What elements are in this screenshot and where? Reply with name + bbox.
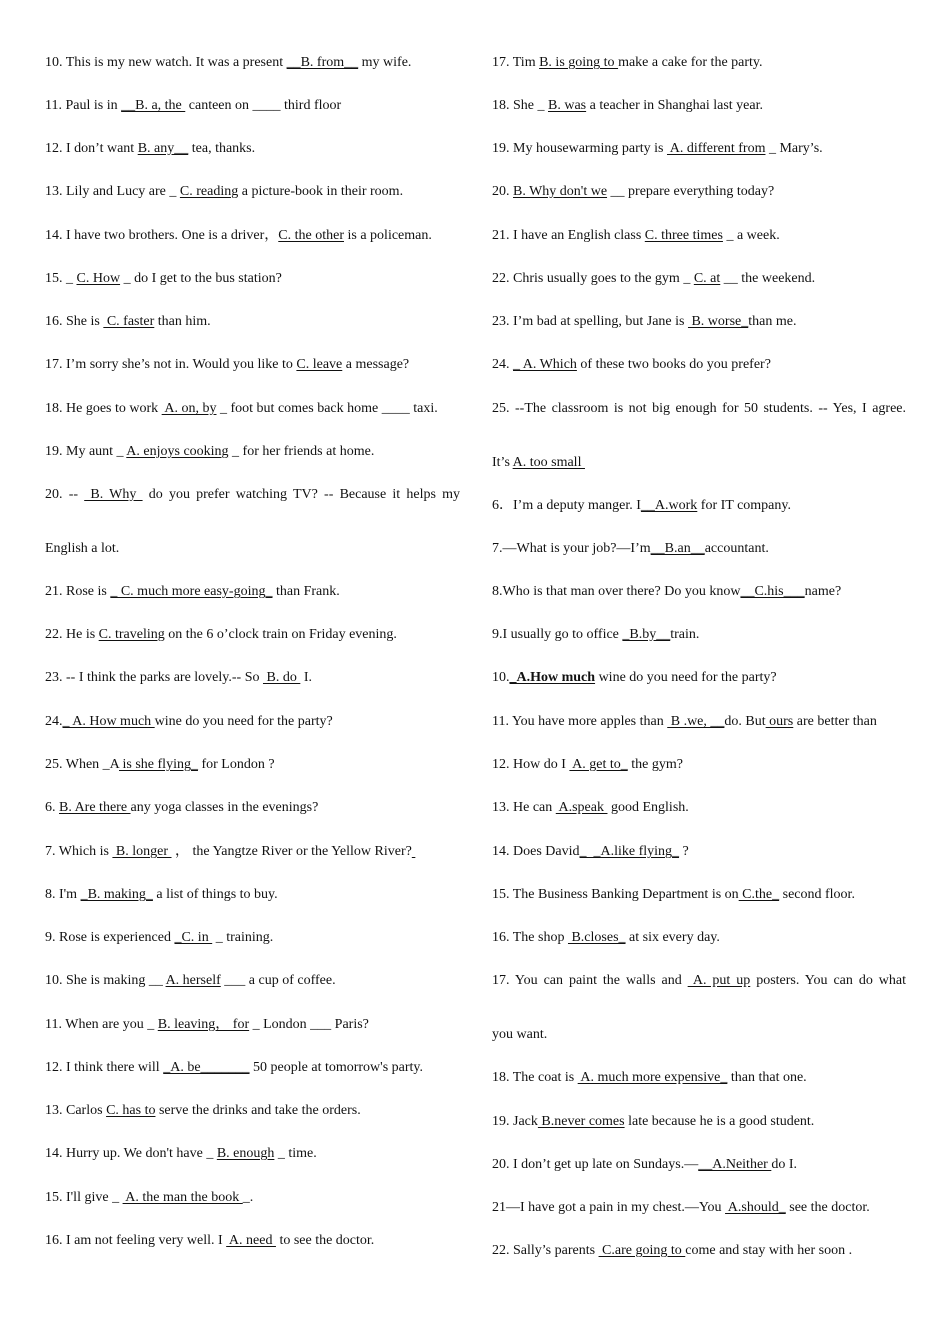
answer-blank: __A.Neither: [698, 1157, 772, 1172]
question-text: 7. Which is: [45, 844, 113, 859]
answer-blank: _ C. much more easy-going_: [110, 584, 273, 599]
answer-blank: B. Why don't we: [513, 184, 608, 199]
question-line: [45, 1103, 460, 1119]
answer-blank: A.speak: [555, 800, 608, 815]
answer-blank: ours: [765, 714, 794, 729]
question-text: 9.I usually go to office: [492, 627, 623, 642]
question-text: than Frank.: [272, 584, 340, 599]
question-line: [492, 141, 906, 157]
question-text: 11. You have more apples than: [492, 714, 668, 729]
answer-blank: [412, 844, 416, 859]
question-line: [492, 55, 906, 71]
question-line: [45, 55, 460, 71]
question-text: 25. When _A: [45, 757, 120, 772]
question-text: 18. He goes to work: [45, 401, 162, 416]
question-text: serve the drinks and take the orders.: [155, 1103, 361, 1118]
answer-blank: B .we, __: [667, 714, 725, 729]
answer-blank: B. do: [262, 670, 301, 685]
question-line: [45, 844, 460, 860]
question-line: [492, 844, 906, 860]
answer-blank: __B.an__: [650, 541, 705, 556]
question-line: [45, 1017, 460, 1033]
question-text: 22. Chris usually goes to the gym _: [492, 271, 694, 286]
question-line: [45, 714, 460, 730]
question-text: 16. The shop: [492, 930, 568, 945]
question-text: __ prepare everything today?: [607, 184, 775, 199]
question-line: [45, 627, 460, 643]
question-text: 6．I’m a deputy manger. I: [492, 498, 641, 513]
question-text: 20. I don’t get up late on Sundays.—: [492, 1157, 699, 1172]
question-line: [492, 271, 906, 287]
question-text: 13. Carlos: [45, 1103, 107, 1118]
question-text: is a policeman.: [344, 228, 432, 243]
answer-blank: B. is going to: [539, 55, 619, 70]
answer-blank: C. has to: [106, 1103, 156, 1118]
question-line: [45, 141, 460, 157]
question-text: 17. You can paint the walls and: [492, 973, 688, 988]
answer-blank: A. on, by: [161, 401, 217, 416]
question-text: 10.: [492, 670, 510, 685]
question-text: 19. My aunt _: [45, 444, 127, 459]
answer-blank: C. at: [693, 271, 721, 286]
question-text: 13. He can: [492, 800, 556, 815]
answer-blank: _ _A.like flying_: [579, 844, 680, 859]
question-text: than him.: [154, 314, 211, 329]
question-text: of these two books do you prefer?: [576, 357, 771, 372]
question-text: 20. --: [45, 487, 85, 502]
answer-blank: A.should_: [725, 1200, 786, 1215]
question-text: 24.: [492, 357, 513, 372]
question-line: [492, 584, 906, 600]
question-line: [492, 1200, 906, 1216]
answer-blank: _B. making_: [80, 887, 153, 902]
question-line: [45, 357, 460, 373]
question-text: 12. I don’t want: [45, 141, 138, 156]
answer-blank: is she flying_: [119, 757, 198, 772]
question-text: 19. My housewarming party is: [492, 141, 667, 156]
question-text: ， the Yangtze River or the Yellow River?: [171, 844, 412, 859]
question-text: 50 people at tomorrow's party.: [249, 1060, 423, 1075]
question-text: 11. Paul is in: [45, 98, 122, 113]
question-line: [492, 1114, 906, 1130]
question-text: 9. Rose is experienced: [45, 930, 175, 945]
answer-blank: C. three times: [644, 228, 723, 243]
question-text: 8.Who is that man over there? Do you know: [492, 584, 741, 599]
answer-blank: B. enough: [216, 1146, 275, 1161]
question-text: _ London ___ Paris?: [249, 1017, 369, 1032]
question-text: __ the weekend.: [720, 271, 816, 286]
question-text: 6.: [45, 800, 59, 815]
question-text: are better than: [793, 714, 877, 729]
question-text: _ do I get to the bus station?: [120, 271, 282, 286]
question-text: than that one.: [727, 1070, 807, 1085]
answer-blank: B. longer: [112, 844, 172, 859]
question-text: 18. The coat is: [492, 1070, 578, 1085]
question-line: [492, 670, 906, 686]
question-text: for IT company.: [697, 498, 791, 513]
answer-blank: A. need: [226, 1233, 276, 1248]
question-line: [492, 757, 906, 773]
answer-blank: __B. a, the: [121, 98, 186, 113]
question-text: 14. I have two brothers. One is a driver，: [45, 228, 279, 243]
question-text: 10. She is making __: [45, 973, 166, 988]
question-text: do I.: [771, 1157, 797, 1172]
question-line: [45, 584, 460, 600]
question-line: [45, 401, 460, 417]
question-text: a list of things to buy.: [152, 887, 278, 902]
answer-blank: B.never comes: [537, 1114, 625, 1129]
question-text: do. But: [724, 714, 766, 729]
answer-blank: A. the man the book: [122, 1190, 243, 1205]
answer-blank: A. different from: [666, 141, 766, 156]
question-text: make a cake for the party.: [618, 55, 763, 70]
question-line: [492, 228, 906, 244]
question-line: [45, 757, 460, 773]
question-text: _ for her friends at home.: [228, 444, 375, 459]
question-text: 17. I’m sorry she’s not in. Would you like to: [45, 357, 297, 372]
question-text: 21. Rose is: [45, 584, 111, 599]
question-text: 15. _: [45, 271, 77, 286]
question-text: wine do you need for the party?: [595, 670, 777, 685]
question-line: [492, 1070, 906, 1086]
question-text: 12. I think there will: [45, 1060, 164, 1075]
question-text: good English.: [607, 800, 689, 815]
question-text: come and stay with her soon .: [685, 1243, 853, 1258]
question-line: [45, 184, 460, 200]
question-line: [45, 887, 460, 903]
question-line: [492, 401, 906, 417]
question-line: [492, 1157, 906, 1173]
question-text: a message?: [342, 357, 410, 372]
question-text: 16. I am not feeling very well. I: [45, 1233, 227, 1248]
question-line: [45, 973, 460, 989]
answer-blank: C. faster: [103, 314, 155, 329]
question-text: 23. -- I think the parks are lovely.-- So: [45, 670, 263, 685]
answer-blank: A. herself: [165, 973, 221, 988]
question-text: to see the doctor.: [275, 1233, 375, 1248]
question-line: [45, 98, 460, 114]
question-text: 14. Hurry up. We don't have _: [45, 1146, 217, 1161]
question-line: [45, 1233, 460, 1249]
question-text: _ a week.: [722, 228, 780, 243]
answer-blank: _A.How much: [509, 670, 596, 685]
question-text: _ training.: [212, 930, 274, 945]
question-text: ___ a cup of coffee.: [220, 973, 336, 988]
answer-blank: _A. be_______: [163, 1060, 250, 1075]
question-line: [45, 444, 460, 460]
question-line: [45, 1190, 460, 1206]
question-text: any yoga classes in the evenings?: [130, 800, 319, 815]
question-text: accountant.: [704, 541, 769, 556]
question-text: 13. Lily and Lucy are _: [45, 184, 180, 199]
question-text: 17. Tim: [492, 55, 540, 70]
question-text: 24.: [45, 714, 63, 729]
answer-blank: _ A. Which: [513, 357, 577, 372]
answer-blank: C. reading: [179, 184, 239, 199]
question-text: 10. This is my new watch. It was a present: [45, 55, 287, 70]
question-text: 19. Jack: [492, 1114, 538, 1129]
question-line: [45, 670, 460, 686]
question-text: _ time.: [274, 1146, 317, 1161]
question-text: English a lot.: [45, 541, 120, 556]
question-text: 23. I’m bad at spelling, but Jane is: [492, 314, 688, 329]
answer-blank: __C.his___: [740, 584, 805, 599]
question-text: train.: [670, 627, 700, 642]
question-text: the gym?: [627, 757, 683, 772]
answer-blank: C.are going to: [598, 1243, 686, 1258]
answer-blank: B. Are there: [59, 800, 131, 815]
question-line: [45, 487, 460, 503]
question-line: [492, 98, 906, 114]
question-text: 15. I'll give _: [45, 1190, 123, 1205]
answer-blank: A. too small: [512, 455, 585, 470]
question-line: [45, 1146, 460, 1162]
question-text: on the 6 o’clock train on Friday evening.: [164, 627, 397, 642]
question-text: do you prefer watching TV? -- Because it helps my: [142, 487, 460, 502]
question-text: see the doctor.: [785, 1200, 870, 1215]
answer-blank: C. the other: [278, 228, 344, 243]
question-line: [45, 930, 460, 946]
question-text: 20.: [492, 184, 513, 199]
question-text: 18. She _: [492, 98, 548, 113]
question-text: 14. Does David: [492, 844, 580, 859]
question-continuation: [492, 455, 906, 471]
question-text: you want.: [492, 1027, 548, 1042]
question-text: 16. She is: [45, 314, 104, 329]
question-text: canteen on ____ third floor: [185, 98, 342, 113]
answer-blank: C.the_: [738, 887, 780, 902]
question-line: [492, 1243, 906, 1259]
question-line: [45, 314, 460, 330]
question-text: ?: [679, 844, 689, 859]
answer-blank: B. was: [548, 98, 587, 113]
question-text: name?: [804, 584, 842, 599]
question-text: _ foot but comes back home ____ taxi.: [216, 401, 438, 416]
answer-blank: B. leaving， for: [157, 1017, 250, 1032]
answer-blank: B. any__: [137, 141, 189, 156]
question-text: 12. How do I: [492, 757, 570, 772]
answer-blank: C. How: [76, 271, 121, 286]
question-text: wine do you need for the party?: [154, 714, 333, 729]
question-line: [492, 184, 906, 200]
question-text: tea, thanks.: [188, 141, 256, 156]
question-text: a picture-book in their room.: [238, 184, 404, 199]
question-text: 22. He is: [45, 627, 99, 642]
question-text: at six every day.: [625, 930, 720, 945]
answer-blank: __B. from__: [286, 55, 359, 70]
question-line: [492, 498, 906, 514]
answer-blank: _C. in: [174, 930, 213, 945]
answer-blank: B. worse_: [687, 314, 749, 329]
answer-blank: B.closes_: [567, 930, 626, 945]
question-continuation: [492, 1027, 906, 1043]
question-line: [492, 973, 906, 989]
question-text: It’s: [492, 455, 513, 470]
question-line: [492, 541, 906, 557]
answer-blank: C. traveling: [98, 627, 165, 642]
question-text: _ Mary’s.: [765, 141, 823, 156]
question-text: _.: [242, 1190, 254, 1205]
question-text: late because he is a good student.: [624, 1114, 815, 1129]
question-line: [492, 357, 906, 373]
question-text: my wife.: [358, 55, 412, 70]
question-text: for London ?: [197, 757, 275, 772]
answer-blank: __A.work: [640, 498, 698, 513]
question-line: [45, 800, 460, 816]
question-line: [492, 627, 906, 643]
answer-blank: _B.by__: [622, 627, 671, 642]
answer-blank: A. much more expensive_: [577, 1070, 728, 1085]
question-line: [45, 271, 460, 287]
question-text: 21. I have an English class: [492, 228, 645, 243]
question-text: 22. Sally’s parents: [492, 1243, 599, 1258]
answer-blank: _ A. How much: [62, 714, 155, 729]
question-text: 8. I'm: [45, 887, 81, 902]
question-line: [492, 887, 906, 903]
question-text: 15. The Business Banking Department is on: [492, 887, 739, 902]
answer-blank: A. put up: [687, 973, 751, 988]
question-line: [492, 930, 906, 946]
answer-blank: A. get to_: [569, 757, 628, 772]
question-text: second floor.: [779, 887, 855, 902]
question-text: posters. You can do what: [750, 973, 907, 988]
question-line: [45, 228, 460, 244]
question-line: [492, 714, 906, 730]
question-text: 25. --The classroom is not big enough for 50 students. -- Yes, I agree.: [492, 401, 906, 416]
answer-blank: A. enjoys cooking: [126, 444, 229, 459]
question-line: [492, 314, 906, 330]
answer-blank: B. Why: [84, 487, 143, 502]
question-text: than me.: [748, 314, 797, 329]
question-text: 21—I have got a pain in my chest.—You: [492, 1200, 726, 1215]
question-continuation: [45, 541, 460, 557]
question-text: 7.—What is your job?—I’m: [492, 541, 651, 556]
question-line: [45, 1060, 460, 1076]
question-text: I.: [300, 670, 312, 685]
answer-blank: C. leave: [296, 357, 343, 372]
question-text: 11. When are you _: [45, 1017, 158, 1032]
question-text: a teacher in Shanghai last year.: [586, 98, 763, 113]
question-line: [492, 800, 906, 816]
